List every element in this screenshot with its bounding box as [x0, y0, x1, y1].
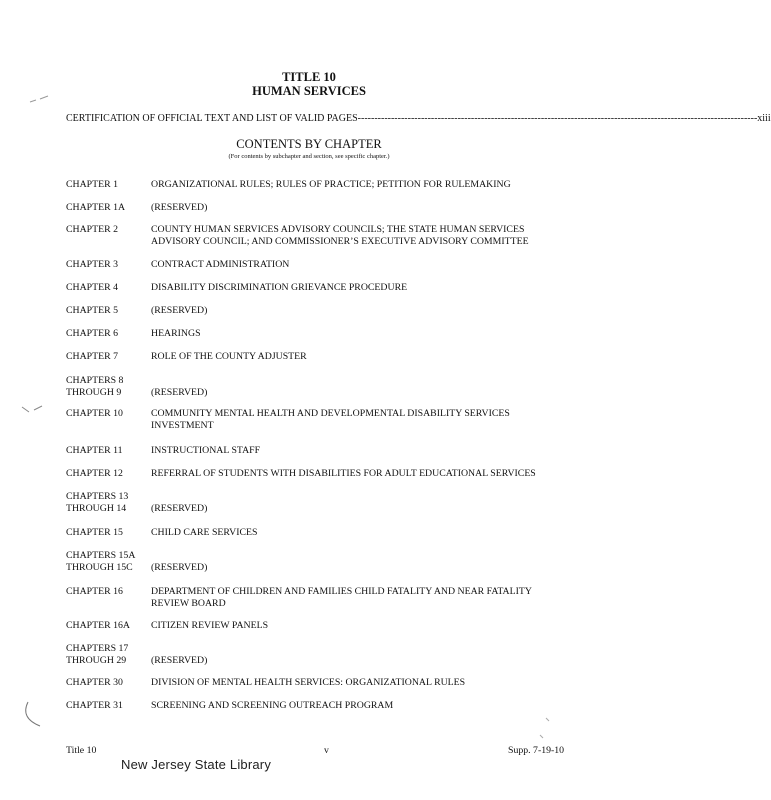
chapter-title: (RESERVED) [151, 387, 208, 398]
chapter-title: ORGANIZATIONAL RULES; RULES OF PRACTICE; PETITION FOR RULEMAKING [151, 179, 511, 190]
chapter-number: CHAPTER 30 [66, 677, 123, 688]
chapter-number: CHAPTER 5 [66, 305, 118, 316]
chapter-number: CHAPTERS 15A THROUGH 15C [66, 550, 135, 573]
contents-heading: CONTENTS BY CHAPTER [236, 137, 382, 151]
chapter-title: SCREENING AND SCREENING OUTREACH PROGRAM [151, 700, 394, 711]
scan-mark [18, 700, 46, 730]
library-stamp: New Jersey State Library [121, 757, 272, 772]
chapter-number: CHAPTER 1A [66, 202, 126, 213]
chapter-number: CHAPTERS 17 THROUGH 29 [66, 643, 129, 666]
chapter-title: CHILD CARE SERVICES [151, 527, 258, 538]
title-heading: TITLE 10 [282, 70, 336, 84]
chapter-number: CHAPTERS 8 THROUGH 9 [66, 375, 124, 398]
chapter-title: REFERRAL OF STUDENTS WITH DISABILITIES FOR ADULT EDUCATIONAL SERVICES [151, 468, 536, 479]
chapter-number: CHAPTER 12 [66, 468, 123, 479]
scan-mark [20, 404, 44, 416]
certification-label: CERTIFICATION OF OFFICIAL TEXT AND LIST OF VALID PAGES [66, 113, 358, 124]
chapter-number: CHAPTER 6 [66, 328, 118, 339]
footer-supplement: Supp. 7-19-10 [508, 745, 565, 756]
chapter-number: CHAPTER 4 [66, 282, 118, 293]
chapter-title: INSTRUCTIONAL STAFF [151, 445, 261, 456]
footer-page-number: v [324, 745, 329, 756]
chapter-title: CONTRACT ADMINISTRATION [151, 259, 290, 270]
chapter-number: CHAPTER 7 [66, 351, 118, 362]
title-subheading: HUMAN SERVICES [252, 84, 366, 98]
chapter-number: CHAPTER 3 [66, 259, 118, 270]
scan-mark [534, 715, 554, 741]
contents-note: (For contents by subchapter and section, see specific chapter.) [228, 153, 390, 160]
chapter-title: (RESERVED) [151, 305, 208, 316]
certification-line [66, 113, 771, 125]
chapter-number: CHAPTER 2 [66, 224, 118, 235]
chapter-number: CHAPTER 16A [66, 620, 130, 631]
certification-page: xiii [757, 113, 771, 124]
chapter-number: CHAPTER 16 [66, 586, 123, 597]
chapter-title: COMMUNITY MENTAL HEALTH AND DEVELOPMENTAL DISABILITY SERVICES INVESTMENT [151, 408, 510, 431]
chapter-title: (RESERVED) [151, 655, 208, 666]
chapter-title: (RESERVED) [151, 503, 208, 514]
chapter-title: DIVISION OF MENTAL HEALTH SERVICES: ORGANIZATIONAL RULES [151, 677, 466, 688]
chapter-number: CHAPTER 15 [66, 527, 123, 538]
chapter-title: ROLE OF THE COUNTY ADJUSTER [151, 351, 307, 362]
chapter-title: (RESERVED) [151, 202, 208, 213]
chapter-number: CHAPTER 10 [66, 408, 123, 419]
chapter-title: HEARINGS [151, 328, 201, 339]
footer-left: Title 10 [66, 745, 97, 756]
chapter-title: CITIZEN REVIEW PANELS [151, 620, 269, 631]
certification-leader: ------------------------------------------------------------------------------------------------------------------------ [357, 113, 758, 124]
chapter-title: (RESERVED) [151, 562, 208, 573]
chapter-number: CHAPTER 1 [66, 179, 118, 190]
chapter-number: CHAPTER 11 [66, 445, 123, 456]
chapter-title: DISABILITY DISCRIMINATION GRIEVANCE PROCEDURE [151, 282, 408, 293]
chapter-number: CHAPTERS 13 THROUGH 14 [66, 491, 129, 514]
chapter-number: CHAPTER 31 [66, 700, 123, 711]
chapter-title: DEPARTMENT OF CHILDREN AND FAMILIES CHILD FATALITY AND NEAR FATALITY REVIEW BOARD [151, 586, 532, 609]
scan-mark [28, 95, 50, 105]
chapter-title: COUNTY HUMAN SERVICES ADVISORY COUNCILS; THE STATE HUMAN SERVICES ADVISORY COUNCIL; AND COMMISSIONER’S EXECUTIVE ADVISORY COMMITTEE [151, 224, 529, 247]
